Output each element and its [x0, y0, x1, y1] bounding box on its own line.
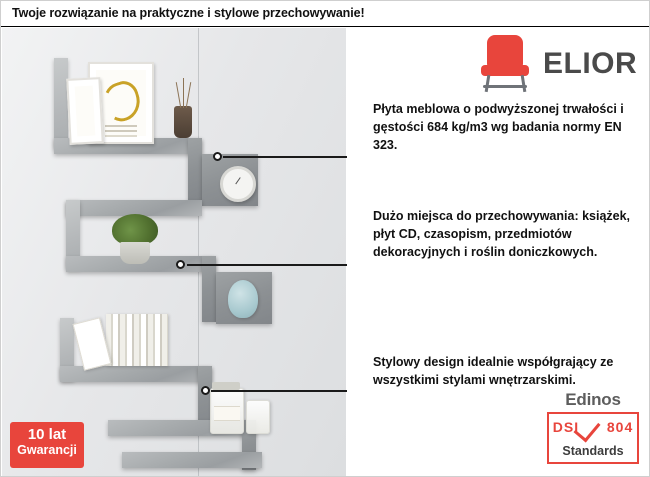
shelf-panel-vertical-1 [54, 58, 68, 148]
dsi-box [547, 412, 639, 464]
callout-dot-3 [201, 386, 210, 395]
plant-pot [120, 242, 150, 264]
shelf-panel-horizontal-6 [122, 452, 262, 468]
certificate-brand: Edinos [565, 390, 621, 409]
chair-leg-left [485, 75, 491, 92]
alarm-clock-icon [220, 166, 256, 202]
reed-diffuser-vase [174, 106, 192, 138]
glass-jar-small [246, 400, 270, 434]
warranty-years: 10 lat [27, 426, 67, 443]
product-photo [2, 28, 346, 477]
picture-frame-inner [96, 70, 146, 136]
ceramic-figurine [228, 280, 258, 318]
books-row [106, 314, 168, 366]
chair-leg-right [521, 75, 527, 92]
glass-jar [210, 388, 244, 434]
jar-label [214, 406, 240, 421]
callout-line-1 [223, 156, 347, 158]
header-bar [1, 1, 650, 27]
dsi-standards-label: Standards [562, 444, 624, 458]
certificate-badge [547, 390, 639, 468]
feature-text-1: Płyta meblowa o podwyższonej trwałości i gęstości 684 kg/m3 wg badania normy EN 323. [373, 102, 624, 152]
feature-text-3: Stylowy design idealnie współgrający ze wszystkimi stylami wnętrzarskimi. [373, 355, 614, 387]
picture-frame-small [66, 77, 103, 145]
shelf-panel-vertical-2 [188, 138, 202, 202]
red-chair-icon [477, 35, 535, 95]
brand-name: ELIOR [543, 47, 638, 80]
gold-artwork-icon [99, 77, 145, 125]
jar-lid [212, 382, 240, 390]
warranty-badge [10, 422, 84, 468]
callout-line-2 [187, 264, 347, 266]
callout-dot-2 [176, 260, 185, 269]
brand-logo [471, 33, 643, 97]
chair-back [487, 35, 523, 67]
dsi-number: 804 [606, 419, 634, 435]
chair-rail [483, 85, 527, 88]
page-title: Twoje rozwiązanie na praktyczne i stylowe przechowywanie! [12, 6, 365, 20]
feature-text-2: Dużo miejsca do przechowywania: książek, płyt CD, czasopism, przedmiotów dekoracyjnych i roślin doniczkowych. [373, 209, 631, 259]
warranty-label: Gwarancji [17, 443, 77, 458]
picture-frame-small-inner [75, 86, 96, 137]
dsi-code: DSI [552, 419, 580, 435]
artwork-text-lines [105, 125, 137, 127]
diffuser-stick [183, 78, 184, 108]
callout-dot-1 [213, 152, 222, 161]
callout-line-3 [211, 390, 347, 392]
